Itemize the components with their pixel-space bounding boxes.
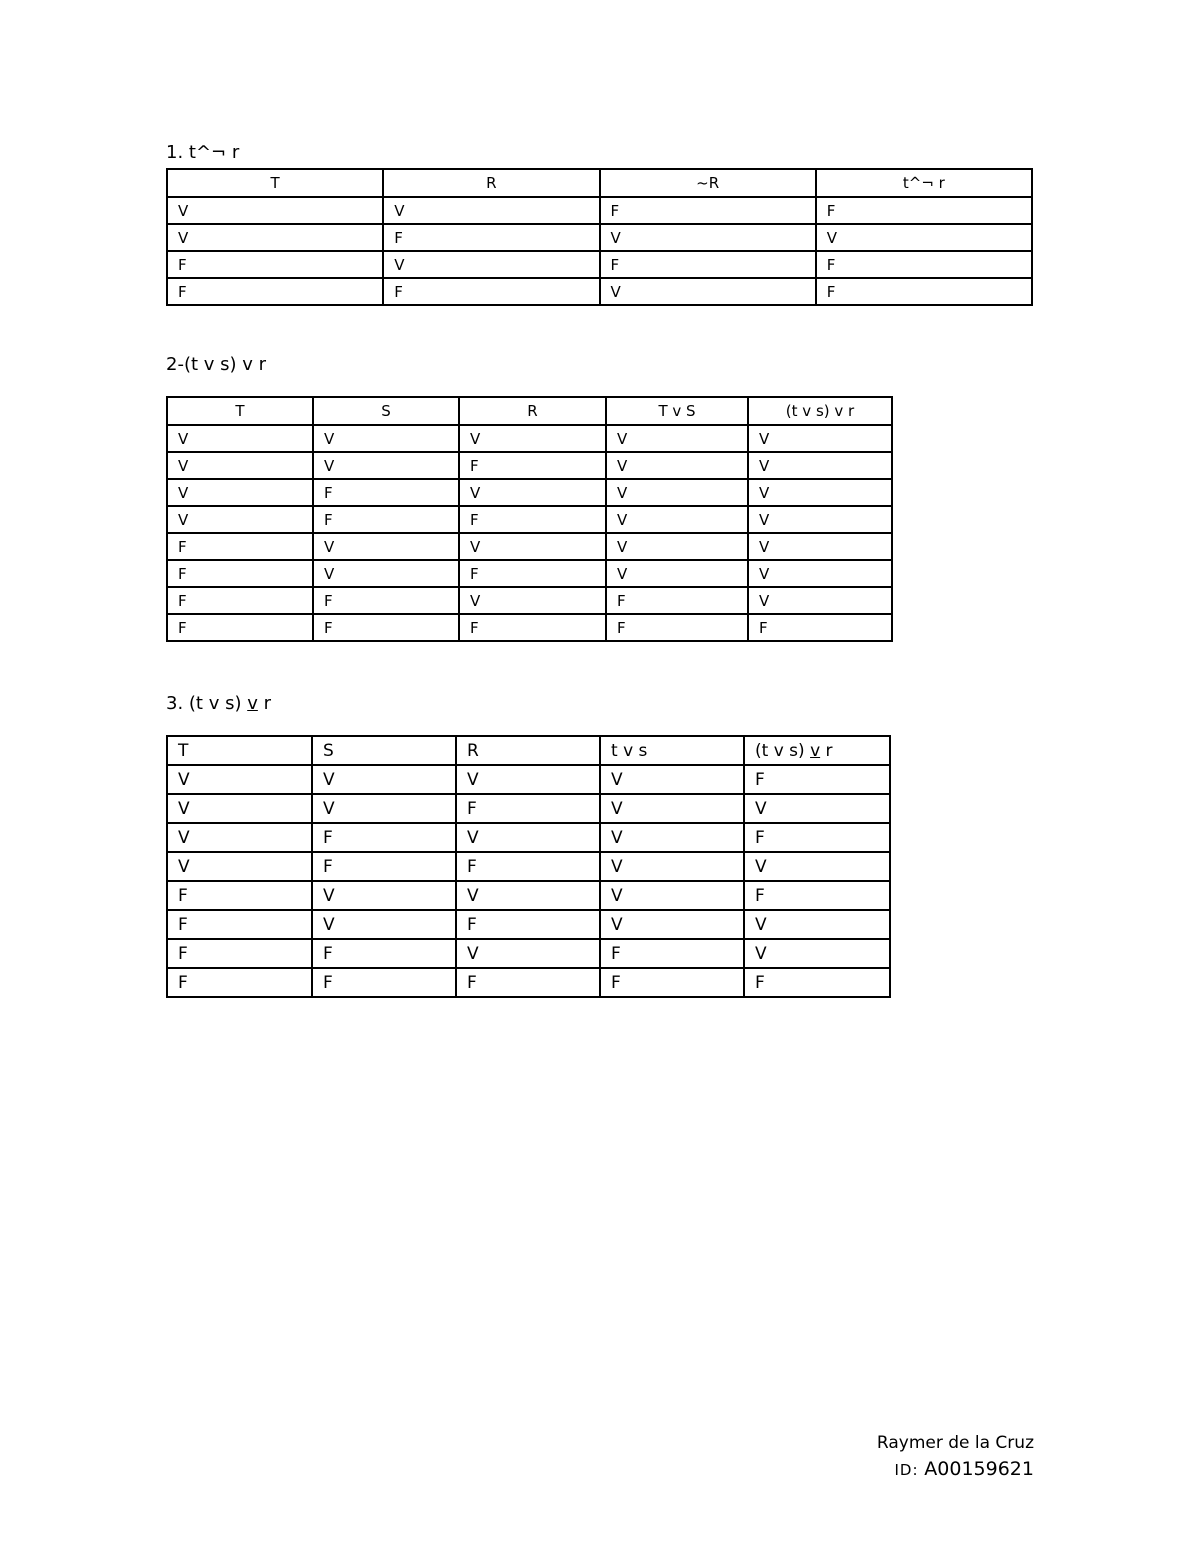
table-cell: V	[313, 452, 459, 479]
author-name: Raymer de la Cruz	[876, 1433, 1034, 1453]
header-cell	[744, 736, 890, 765]
table-cell: V	[313, 533, 459, 560]
truth-table-1	[166, 168, 1033, 306]
table-cell: V	[167, 765, 312, 794]
table-row	[167, 224, 1032, 251]
exclusive-or-operator: v	[810, 740, 821, 761]
table-cell: F	[816, 278, 1032, 305]
table-cell: V	[600, 910, 744, 939]
header-cell: ~R	[600, 169, 816, 197]
table-cell: F	[600, 968, 744, 997]
table-cell: F	[456, 852, 600, 881]
table-cell: V	[606, 533, 748, 560]
table-cell: F	[456, 910, 600, 939]
table-cell: V	[744, 794, 890, 823]
table-cell: V	[600, 765, 744, 794]
table-cell: V	[744, 910, 890, 939]
table-cell: F	[600, 251, 816, 278]
table-row	[167, 251, 1032, 278]
header-cell: S	[312, 736, 456, 765]
table-row	[167, 479, 892, 506]
id-label: ID:	[894, 1461, 925, 1479]
table-cell: V	[313, 425, 459, 452]
table-cell: V	[167, 425, 313, 452]
table-cell: F	[459, 614, 606, 641]
header-cell: R	[456, 736, 600, 765]
table-cell: V	[600, 852, 744, 881]
signature-block	[877, 1430, 1034, 1483]
table-row	[167, 506, 892, 533]
table-row	[167, 425, 892, 452]
table-cell: F	[816, 197, 1032, 224]
section-1-heading: 1. t^¬ r	[166, 142, 240, 163]
table-cell: F	[816, 251, 1032, 278]
table-cell: V	[748, 560, 892, 587]
table-cell: V	[167, 852, 312, 881]
table-cell: V	[312, 794, 456, 823]
header-cell: R	[383, 169, 599, 197]
table-row	[167, 278, 1032, 305]
table-row	[167, 587, 892, 614]
table-cell: V	[167, 823, 312, 852]
table-cell: F	[167, 881, 312, 910]
table-cell: V	[383, 197, 599, 224]
table-cell: V	[312, 765, 456, 794]
table-cell: V	[600, 823, 744, 852]
table-cell: V	[313, 560, 459, 587]
table-header-row	[167, 397, 892, 425]
table-cell: F	[456, 794, 600, 823]
table-row	[167, 881, 890, 910]
id-value: A00159621	[924, 1458, 1034, 1480]
header-text: (t v s)	[755, 740, 811, 761]
table-cell: F	[167, 614, 313, 641]
table-row	[167, 765, 890, 794]
table-cell: V	[600, 794, 744, 823]
table-row	[167, 560, 892, 587]
table-cell: F	[167, 968, 312, 997]
table-cell: F	[312, 852, 456, 881]
table-cell: V	[312, 910, 456, 939]
table-cell: V	[459, 587, 606, 614]
header-cell: t v s	[600, 736, 744, 765]
table-cell: F	[167, 560, 313, 587]
table-cell: F	[456, 968, 600, 997]
table-cell: V	[600, 881, 744, 910]
truth-table-2	[166, 396, 893, 642]
table-cell: V	[816, 224, 1032, 251]
table-cell: F	[312, 968, 456, 997]
table-row	[167, 910, 890, 939]
table-cell: F	[167, 278, 383, 305]
table-header-row	[167, 736, 890, 765]
table-cell: V	[748, 587, 892, 614]
table-cell: V	[459, 533, 606, 560]
table-row	[167, 614, 892, 641]
table-cell: V	[748, 425, 892, 452]
table-cell: F	[744, 823, 890, 852]
table-cell: F	[383, 224, 599, 251]
header-cell: T	[167, 397, 313, 425]
table-cell: V	[456, 823, 600, 852]
heading-text: r	[257, 693, 271, 714]
table-row	[167, 452, 892, 479]
table-cell: V	[459, 479, 606, 506]
table-header-row	[167, 169, 1032, 197]
table-cell: F	[167, 910, 312, 939]
table-cell: V	[606, 479, 748, 506]
table-cell: F	[167, 939, 312, 968]
table-cell: V	[456, 765, 600, 794]
header-text: r	[820, 740, 833, 761]
table-cell: F	[459, 506, 606, 533]
table-cell: V	[459, 425, 606, 452]
table-cell: F	[600, 939, 744, 968]
table-cell: F	[383, 278, 599, 305]
header-cell: t^¬ r	[816, 169, 1032, 197]
table-cell: F	[744, 765, 890, 794]
table-cell: V	[456, 939, 600, 968]
table-cell: V	[312, 881, 456, 910]
table-row	[167, 197, 1032, 224]
header-cell: R	[459, 397, 606, 425]
table-cell: V	[167, 197, 383, 224]
table-cell: V	[748, 452, 892, 479]
table-cell: F	[606, 614, 748, 641]
table-cell: F	[459, 560, 606, 587]
table-cell: F	[167, 587, 313, 614]
exclusive-or-operator: v	[247, 693, 258, 714]
table-cell: V	[606, 452, 748, 479]
table-cell: F	[313, 479, 459, 506]
table-cell: F	[459, 452, 606, 479]
table-cell: V	[167, 452, 313, 479]
header-cell: T v S	[606, 397, 748, 425]
table-cell: V	[748, 533, 892, 560]
header-cell: (t v s) v r	[748, 397, 892, 425]
table-cell: V	[744, 939, 890, 968]
table-cell: V	[748, 479, 892, 506]
table-cell: F	[744, 968, 890, 997]
table-cell: F	[600, 197, 816, 224]
header-cell: S	[313, 397, 459, 425]
header-cell: T	[167, 736, 312, 765]
student-id	[877, 1456, 1034, 1483]
table-cell: V	[600, 224, 816, 251]
table-row	[167, 968, 890, 997]
table-cell: V	[167, 794, 312, 823]
table-cell: F	[744, 881, 890, 910]
table-cell: F	[312, 823, 456, 852]
table-row	[167, 939, 890, 968]
table-cell: F	[313, 587, 459, 614]
table-cell: V	[167, 224, 383, 251]
table-row	[167, 852, 890, 881]
table-cell: V	[456, 881, 600, 910]
header-cell: T	[167, 169, 383, 197]
section-2-heading: 2-(t v s) v r	[166, 354, 267, 375]
table-cell: V	[600, 278, 816, 305]
table-row	[167, 823, 890, 852]
table-row	[167, 533, 892, 560]
table-cell: V	[606, 506, 748, 533]
table-row	[167, 794, 890, 823]
truth-table-3	[166, 735, 891, 998]
table-cell: F	[313, 506, 459, 533]
table-cell: V	[167, 506, 313, 533]
table-cell: V	[606, 560, 748, 587]
table-cell: F	[167, 533, 313, 560]
table-cell: F	[313, 614, 459, 641]
heading-text: 3. (t v s)	[166, 693, 248, 714]
table-cell: V	[748, 506, 892, 533]
table-cell: F	[167, 251, 383, 278]
table-cell: F	[606, 587, 748, 614]
table-cell: F	[748, 614, 892, 641]
table-cell: V	[744, 852, 890, 881]
section-3-heading	[166, 693, 271, 715]
table-cell: F	[312, 939, 456, 968]
table-cell: V	[383, 251, 599, 278]
table-cell: V	[606, 425, 748, 452]
table-cell: V	[167, 479, 313, 506]
